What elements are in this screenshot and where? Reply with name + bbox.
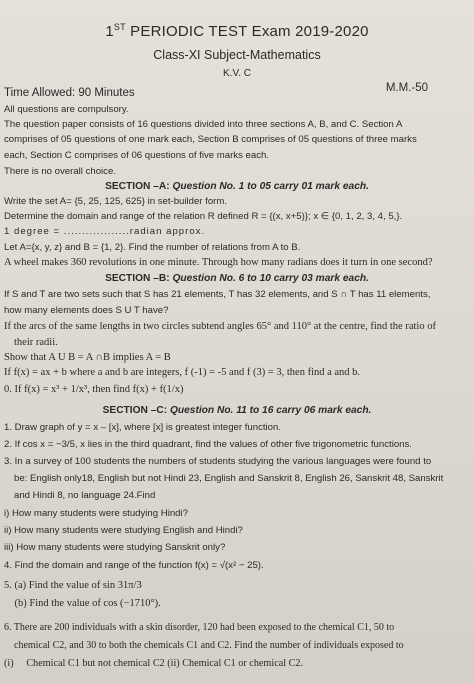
question-line: Determine the domain and range of the relation R defined R = {(x, x+5)}; x ∈ {0, 1, 2, 3, 4, 5,}. [4, 211, 403, 222]
instruction-line: each, Section C comprises of 06 questions of five marks each. [4, 150, 270, 161]
question-line: 5. (a) Find the value of sin 31π/3 [4, 580, 142, 591]
question-line: If S and T are two sets such that S has 21 elements, T has 32 elements, and S ∩ T has 11 elements, [4, 289, 431, 300]
instruction-line: There is no overall choice. [4, 166, 116, 177]
question-line: how many elements does S U T have? [4, 305, 169, 316]
question-line: ii) How many students were studying English and Hindi? [4, 525, 243, 536]
question-line: 0. If f(x) = x³ + 1/x³, then find f(x) + f(1/x) [4, 384, 184, 395]
question-line: If f(x) = ax + b where a and b are integers, f (-1) = -5 and f (3) = 3, then find a and b. [4, 367, 361, 378]
question-line: Let A={x, y, z} and B = {1, 2}. Find the number of relations from A to B. [4, 242, 301, 253]
question-line: be: English only18, English but not Hindi 23, English and Sanskrit 8, English 26, Sanskrit 48, Sanskrit [14, 473, 444, 484]
question-line: 2. If cos x = −3/5, x lies in the third quadrant, find the values of other five trigonometric functions. [4, 439, 412, 450]
question-line: 3. In a survey of 100 students the numbers of students studying the various languages were found to [4, 456, 432, 467]
question-line: 1 degree = ..................radian approx. [4, 226, 206, 237]
question-line: and Hindi 8, no language 24.Find [14, 490, 156, 501]
question-line: (b) Find the value of cos (−1710°). [4, 598, 161, 609]
section-b-heading: SECTION –B: Question No. 6 to 10 carry 03 mark each. [105, 273, 369, 284]
max-marks: M.M.-50 [385, 82, 428, 94]
question-line: If the arcs of the same lengths in two circles subtend angles 65° and 110° at the centre, find the ratio of [4, 321, 436, 332]
question-line: Show that A U B = A ∩B implies A = B [4, 352, 171, 363]
question-line: their radii. [14, 337, 58, 348]
question-line: chemical C2, and 30 to both the chemicals C1 and C2. Find the number of individuals exposed to [14, 640, 404, 651]
question-line: Write the set A= {5, 25, 125, 625} in set-builder form. [4, 196, 228, 207]
school-name: K.V. C [223, 68, 251, 79]
instruction-line: The question paper consists of 16 questions divided into three sections A, B, and C. Section A [4, 119, 403, 130]
section-c-heading: SECTION –C: Question No. 11 to 16 carry 06 mark each. [102, 405, 372, 416]
question-line: iii) How many students were studying Sanskrit only? [4, 542, 226, 553]
question-line: A wheel makes 360 revolutions in one minute. Through how many radians does it turn in one second? [4, 257, 433, 268]
exam-title: 1ST PERIODIC TEST Exam 2019-2020 [105, 22, 369, 40]
question-line: (i) Chemical C1 but not chemical C2 (ii) Chemical C1 or chemical C2. [4, 658, 304, 669]
section-a-heading: SECTION –A: Question No. 1 to 05 carry 01 mark each. [105, 181, 369, 192]
class-subject: Class-XI Subject-Mathematics [153, 48, 321, 62]
time-allowed: Time Allowed: 90 Minutes [4, 87, 135, 99]
instruction-line: All questions are compulsory. [4, 104, 129, 115]
question-line: 6. There are 200 individuals with a skin disorder, 120 had been exposed to the chemical C1, 50 to [4, 622, 395, 633]
instruction-line: comprises of 05 questions of one mark each, Section B comprises of 05 questions of three marks [4, 134, 417, 145]
question-line: 1. Draw graph of y = x – [x], where [x] is greatest integer function. [4, 422, 282, 433]
question-line: i) How many students were studying Hindi? [4, 508, 188, 519]
question-line: 4. Find the domain and range of the function f(x) = √(x² − 25). [4, 560, 264, 571]
